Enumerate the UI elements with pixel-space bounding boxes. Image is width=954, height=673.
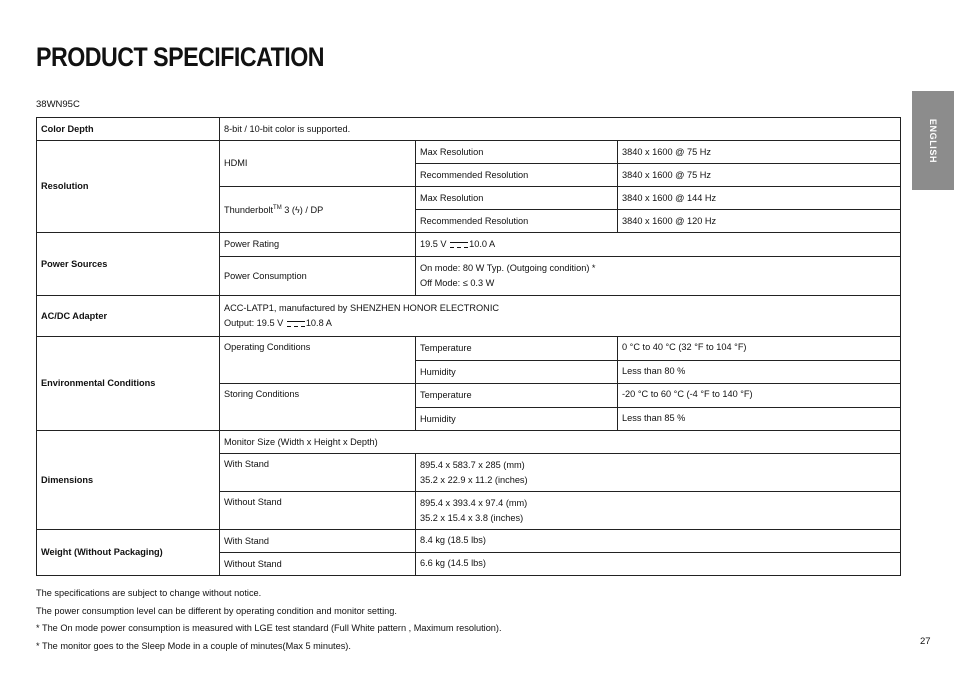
power-rating-value (416, 233, 901, 257)
dim-with-stand-value (416, 454, 901, 492)
dim-with-stand-in: 35.2 x 22.9 x 11.2 (inches) (420, 474, 528, 485)
table-row (37, 141, 901, 164)
tb-rec-value: 3840 x 1600 @ 120 Hz (618, 210, 901, 233)
adapter-output (224, 316, 896, 331)
dimensions-label: Dimensions (37, 431, 220, 530)
hdmi-max-value: 3840 x 1600 @ 75 Hz (618, 141, 901, 164)
power-on-mode: On mode: 80 W Typ. (Outgoing condition) * (420, 263, 596, 273)
power-rating-current: 10.0 A (469, 239, 496, 249)
model-number: 38WN95C (36, 99, 80, 110)
table-row (37, 296, 901, 337)
operating-temp-value: 0 °C to 40 °C (32 °F to 104 °F) (618, 337, 901, 361)
thunderbolt-mid: 3 ( (281, 205, 295, 216)
power-rating-voltage: 19.5 V (420, 239, 447, 249)
thunderbolt-prefix: Thunderbolt (224, 205, 274, 216)
adapter-output-voltage: Output: 19.5 V (224, 318, 284, 328)
weight-with-stand-value: 8.4 kg (18.5 lbs) (416, 530, 901, 553)
adapter-label: AC/DC Adapter (37, 296, 220, 337)
power-consumption-value (416, 257, 901, 296)
storing-temp-label: Temperature (416, 384, 618, 408)
dim-with-stand-label: With Stand (220, 454, 416, 492)
table-row (37, 233, 901, 257)
color-depth-value: 8-bit / 10-bit color is supported. (220, 118, 901, 141)
table-row (37, 431, 901, 454)
storing-temp-value: -20 °C to 60 °C (-4 °F to 140 °F) (618, 384, 901, 408)
hdmi-rec-label: Recommended Resolution (416, 164, 618, 187)
adapter-value (220, 296, 901, 337)
operating-label: Operating Conditions (220, 337, 416, 384)
weight-without-stand-label: Without Stand (220, 553, 416, 576)
power-consumption-label: Power Consumption (220, 257, 416, 296)
weight-without-stand-value: 6.6 kg (14.5 lbs) (416, 553, 901, 576)
power-rating-label: Power Rating (220, 233, 416, 257)
thunderbolt-suffix: ) / DP (299, 205, 324, 216)
resolution-label: Resolution (37, 141, 220, 233)
dc-symbol-icon (450, 242, 468, 248)
page-number: 27 (920, 636, 931, 647)
weight-label: Weight (Without Packaging) (37, 530, 220, 576)
dim-without-stand-value (416, 492, 901, 530)
dc-symbol-icon (287, 321, 305, 327)
hdmi-rec-value: 3840 x 1600 @ 75 Hz (618, 164, 901, 187)
dim-without-stand-label: Without Stand (220, 492, 416, 530)
storing-hum-label: Humidity (416, 408, 618, 431)
footnote: The power consumption level can be different by operating condition and monitor setting. (36, 605, 397, 616)
color-depth-label: Color Depth (37, 118, 220, 141)
tb-max-value: 3840 x 1600 @ 144 Hz (618, 187, 901, 210)
tb-rec-label: Recommended Resolution (416, 210, 618, 233)
language-tab[interactable] (912, 91, 954, 190)
weight-with-stand-label: With Stand (220, 530, 416, 553)
dim-without-stand-mm: 895.4 x 393.4 x 97.4 (mm) (420, 497, 528, 508)
dim-with-stand-mm: 895.4 x 583.7 x 285 (mm) (420, 459, 525, 470)
operating-temp-label: Temperature (416, 337, 618, 361)
dimensions-header: Monitor Size (Width x Height x Depth) (220, 431, 901, 454)
page-title: PRODUCT SPECIFICATION (36, 42, 325, 72)
table-row (37, 530, 901, 553)
footnote: * The On mode power consumption is measured with LGE test standard (Full White pattern , Maximum resolution). (36, 623, 502, 634)
power-off-mode: Off Mode: ≤ 0.3 W (420, 278, 495, 288)
operating-hum-label: Humidity (416, 361, 618, 384)
dim-without-stand-in: 35.2 x 15.4 x 3.8 (inches) (420, 512, 524, 523)
table-row (37, 337, 901, 361)
thunderbolt-icon: ϟ (295, 205, 300, 216)
hdmi-max-label: Max Resolution (416, 141, 618, 164)
environmental-label: Environmental Conditions (37, 337, 220, 431)
hdmi-label: HDMI (220, 141, 416, 187)
trademark-mark: TM (273, 204, 282, 211)
spec-table (36, 117, 901, 576)
adapter-output-current: 10.8 A (305, 318, 332, 328)
language-tab-label: ENGLISH (928, 118, 938, 163)
table-row (37, 118, 901, 141)
operating-hum-value: Less than 80 % (618, 361, 901, 384)
storing-label: Storing Conditions (220, 384, 416, 431)
storing-hum-value: Less than 85 % (618, 408, 901, 431)
footnote: * The monitor goes to the Sleep Mode in a couple of minutes(Max 5 minutes). (36, 640, 351, 651)
footnote: The specifications are subject to change without notice. (36, 588, 262, 598)
adapter-model: ACC-LATP1, manufactured by SHENZHEN HONOR ELECTRONIC (224, 303, 500, 313)
power-sources-label: Power Sources (37, 233, 220, 296)
thunderbolt-label (220, 187, 416, 233)
footnotes (36, 585, 502, 655)
tb-max-label: Max Resolution (416, 187, 618, 210)
